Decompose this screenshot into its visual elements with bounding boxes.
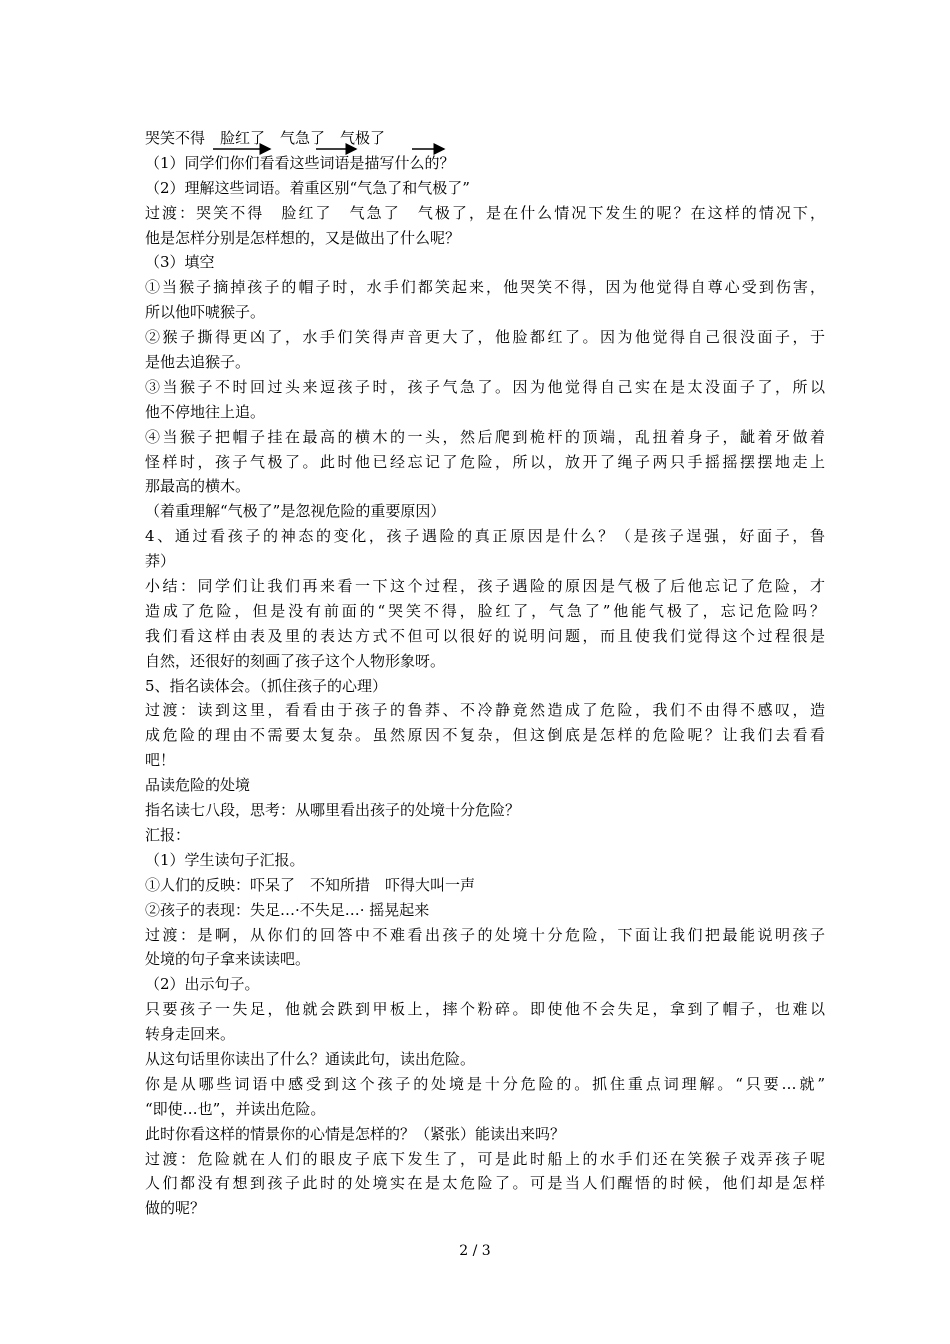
text-line: 那最高的横木。 — [145, 477, 251, 496]
text-line: ③当猴子不时回过头来逗孩子时，孩子气急了。因为他觉得自己实在是太没面子了，所以 — [145, 377, 825, 396]
text-line: 所以他吓唬猴子。 — [145, 303, 266, 322]
text-line: 过渡：是啊，从你们的回答中不难看出孩子的处境十分危险，下面让我们把最能说明孩子 — [145, 925, 825, 944]
text-line: 4、通过看孩子的神态的变化，孩子遇险的真正原因是什么？（是孩子逞强，好面子，鲁 — [145, 527, 825, 546]
text-line: ④当猴子把帽子挂在最高的横木的一头，然后爬到桅杆的顶端，乱扭着身子，龇着牙做着 — [145, 427, 825, 446]
text-line: 人们都没有想到孩子此时的处境实在是太危险了。可是当人们醒悟的时候，他们却是怎样 — [145, 1174, 825, 1193]
text-line: 哭笑不得 脸红了 气急了 气极了 — [145, 129, 386, 147]
page-number: 2 / 3 — [459, 1243, 491, 1259]
text-line: 过渡：读到这里，看看由于孩子的鲁莽、不冷静竟然造成了危险，我们不由得不感叹，造 — [145, 701, 825, 720]
text-line: 怪样时，孩子气极了。此时他已经忘记了危险，所以，放开了绳子两只手摇摇摆摆地走上 — [145, 452, 825, 471]
text-line: 只要孩子一失足，他就会跌到甲板上，摔个粉碎。即使他不会失足，拿到了帽子，也难以 — [145, 1000, 825, 1019]
text-line: 你是从哪些词语中感受到这个孩子的处境是十分危险的。抓住重点词理解。“只要…就” — [145, 1074, 825, 1093]
text-line: （着重理解“气极了”是忽视危险的重要原因） — [145, 502, 446, 521]
text-line: 吧！ — [145, 751, 176, 770]
text-line: 他是怎样分别是怎样想的，又是做出了什么呢？ — [145, 228, 461, 247]
text-line: 此时你看这样的情景你的心情是怎样的？（紧张）能读出来吗？ — [145, 1124, 566, 1143]
text-line: （3）填空 — [145, 253, 215, 272]
text-line: 他不停地往上追。 — [145, 402, 266, 421]
text-line: 莽） — [145, 552, 176, 571]
text-line: （1）同学们你们看看这些词语是描写什么的？ — [145, 153, 455, 172]
text-line: ②孩子的表现：失足…·不失足…· 摇晃起来 — [145, 900, 430, 919]
text-line: 转身走回来。 — [145, 1025, 236, 1044]
text-line: 过渡：哭笑不得 脸红了 气急了 气极了，是在什么情况下发生的呢？在这样的情况下， — [145, 203, 825, 222]
text-line: 指名读七八段，思考：从哪里看出孩子的处境十分危险？ — [145, 801, 521, 820]
text-line: 5、指名读体会。（抓住孩子的心理） — [145, 676, 388, 695]
text-line: ①当猴子摘掉孩子的帽子时，水手们都笑起来，他哭笑不得，因为他觉得自尊心受到伤害， — [145, 278, 825, 297]
text-line: （2）理解这些词语。着重区别“气急了和气极了” — [145, 178, 470, 197]
text-line: 自然，还很好的刻画了孩子这个人物形象呀。 — [145, 651, 446, 670]
text-line: ②猴子撕得更凶了，水手们笑得声音更大了，他脸都红了。因为他觉得自己很没面子，于 — [145, 328, 825, 347]
document-body — [145, 126, 825, 1221]
text-line: （2）出示句子。 — [145, 975, 260, 994]
text-line: ①人们的反映：吓呆了 不知所措 吓得大叫一声 — [145, 875, 476, 894]
text-line: 汇报： — [145, 825, 191, 844]
text-line: “即使…也”，并读出危险。 — [145, 1099, 326, 1118]
text-line: 我们看这样由表及里的表达方式不但可以很好的说明问题，而且使我们觉得这个过程很是 — [145, 626, 825, 645]
text-line: 过渡：危险就在人们的眼皮子底下发生了，可是此时船上的水手们还在笑猴子戏弄孩子呢 — [145, 1149, 825, 1168]
text-line: 品读危险的处境 — [145, 776, 251, 795]
text-line: 做的呢？ — [145, 1199, 206, 1218]
text-line: 成危险的理由不需要太复杂。虽然原因不复杂，但这倒底是怎样的危险呢？让我们去看看 — [145, 726, 825, 745]
text-line: 小结：同学们让我们再来看一下这个过程，孩子遇险的原因是气极了后他忘记了危险，才 — [145, 577, 825, 596]
text-line: 是他去追猴子。 — [145, 353, 251, 372]
text-line: 造成了危险，但是没有前面的“哭笑不得，脸红了，气急了”他能气极了，忘记危险吗？ — [145, 601, 825, 620]
text-line: （1）学生读句子汇报。 — [145, 850, 305, 869]
text-line: 处境的句子拿来读读吧。 — [145, 950, 311, 969]
text-line: 从这句话里你读出了什么？通读此句，读出危险。 — [145, 1049, 476, 1068]
